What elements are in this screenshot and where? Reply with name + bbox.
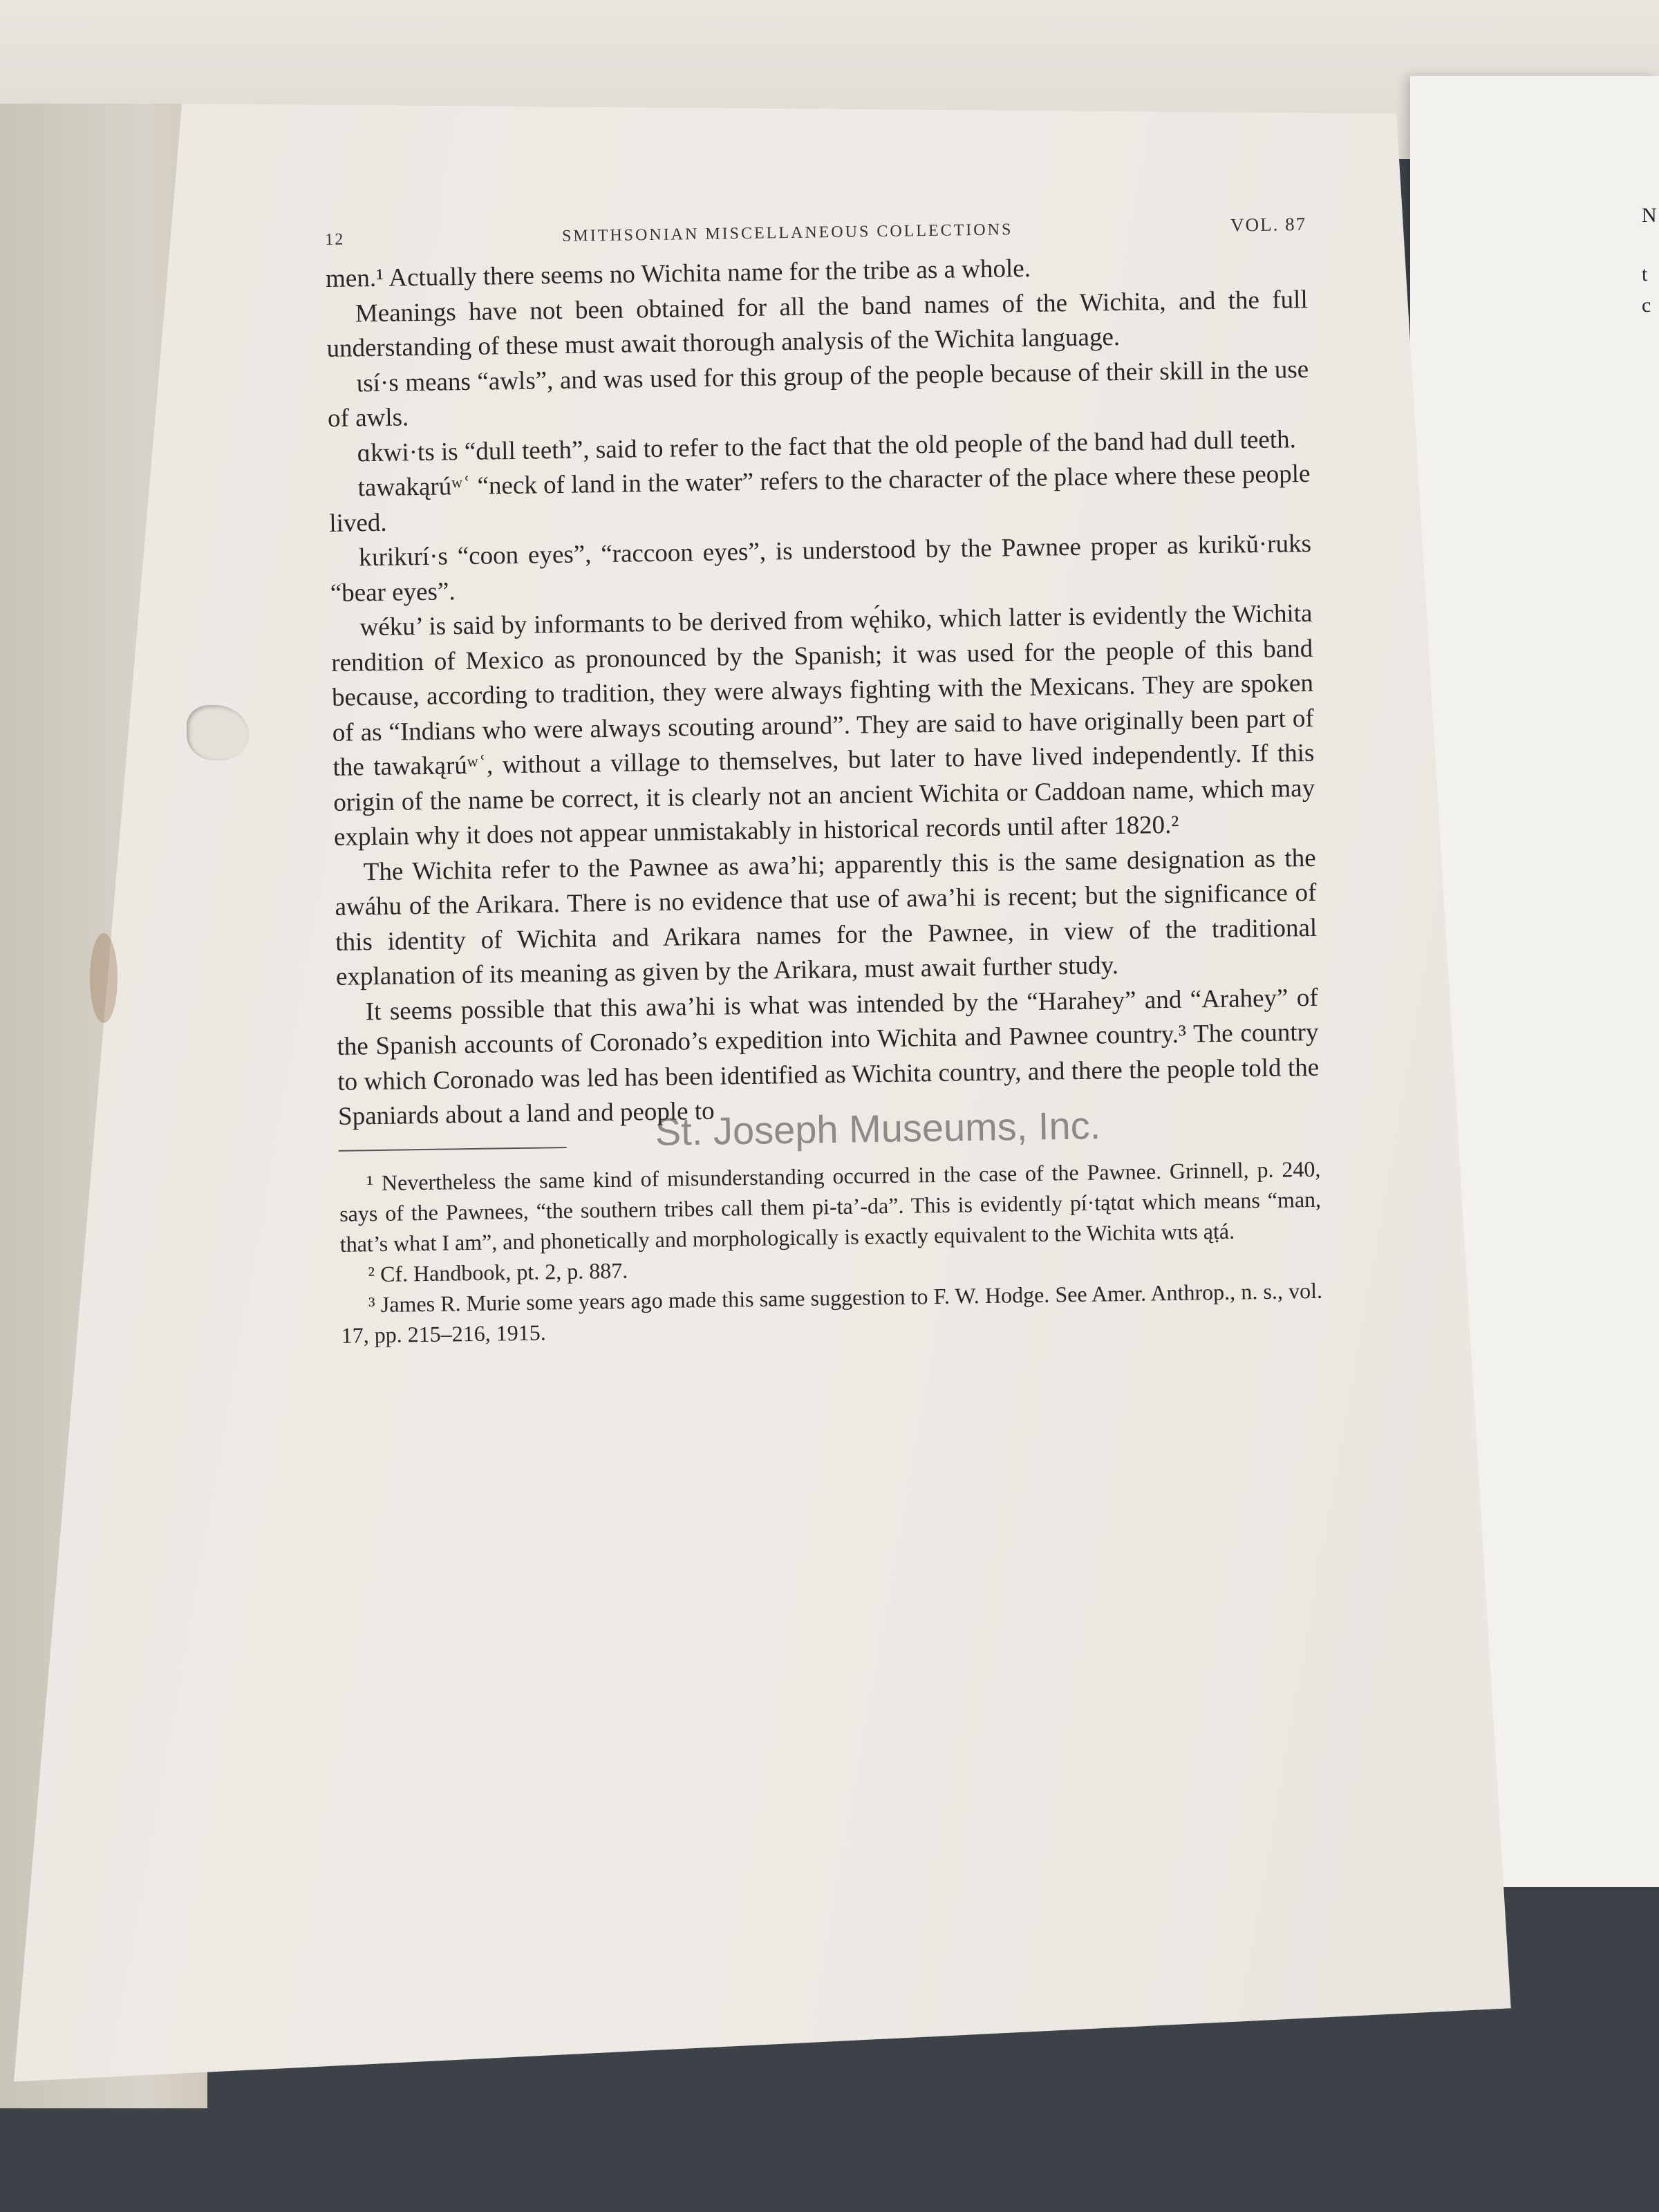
footnotes xyxy=(339,1153,1323,1350)
footnote-rule xyxy=(339,1146,567,1151)
body-text xyxy=(326,247,1320,1134)
publication-title: SMITHSONIAN MISCELLANEOUS COLLECTIONS xyxy=(561,221,1013,245)
volume-label: VOL. 87 xyxy=(1230,213,1307,236)
page-number: 12 xyxy=(325,230,345,249)
paragraph: ɑkwi·ts is “dull teeth”, said to refer to the fact that the old people of the band had dull teeth. xyxy=(357,424,1297,467)
paragraph: Meanings have not been obtained for all the band names of the Wichita, and the full understanding of these must await thorough analysis of the Wichita language. xyxy=(326,285,1308,363)
paragraph: The Wichita refer to the Pawnee as awa’hi; apparently this is the same designation as the awáhu of the Arikara. There is no evidence that use of awa’hi is recent; but the significance of this identity of Wichita and Arikara names for the Pawnee, in view of the traditional explanation of its meaning as given by the Arikara, must await further study. xyxy=(335,843,1318,991)
adjacent-page-fragment: N xyxy=(1642,204,1657,227)
adjacent-page-fragment: c xyxy=(1642,294,1651,317)
adjacent-page-fragment: t xyxy=(1642,263,1648,285)
paragraph: ɩsí·s means “awls”, and was used for this group of the people because of their skill in the use of awls. xyxy=(327,355,1309,433)
paragraph: tawakąrúʷʿ “neck of land in the water” refers to the character of the place where these people lived. xyxy=(329,459,1311,538)
watermark: St. Joseph Museums, Inc. xyxy=(655,1103,1101,1154)
page-stain xyxy=(90,933,118,1023)
paragraph: wéku’ is said by informants to be derived from wę́hiko, which latter is evidently the Wichita rendition of Mexico as pronounced by the Spanish; it was used for the people of this band because, according to tradition, they were always fighting with the Mexicans. They are spoken of as “Indians who were always scouting around”. They are said to have originally been part of the tawakąrúʷʿ, without a village to themselves, but later to have lived independently. If this origin of the name be correct, it is clearly not an ancient Wichita or Caddoan name, which may explain why it does not appear unmistakably in historical records until after 1820.² xyxy=(331,599,1315,852)
paragraph: It seems possible that this awa’hi is what was intended by the “Harahey” and “Arahey” of the Spanish accounts of Coronado’s expedition into Wichita and Pawnee country.³ The country to which Coronado was led has been identified as Wichita country, and there the people told the Spaniards about a land and people to xyxy=(337,983,1320,1131)
footnote: ² Cf. Handbook, pt. 2, p. 887. xyxy=(368,1257,628,1286)
footnote: ³ James R. Murie some years ago made this same suggestion to F. W. Hodge. See Amer. Anthrop., n. s., vol. 17, pp. 215–216, 1915. xyxy=(341,1277,1323,1348)
paragraph: kɩrikɩrí·s “coon eyes”, “raccoon eyes”, is understood by the Pawnee proper as kɩrikŭ·ruks “bear eyes”. xyxy=(330,529,1312,608)
paragraph: men.¹ Actually there seems no Wichita name for the tribe as a whole. xyxy=(325,254,1031,293)
footnote: ¹ Nevertheless the same kind of misunderstanding occurred in the case of the Pawnee. Grinnell, p. 240, says of the Pawnees, “the southern tribes call them pi-ta’-da”. This is evidently pí·tątɑt which means “man, that’s what I am”, and phonetically and morphologically is exactly equivalent to the Wichita wɩts ąṭá. xyxy=(339,1156,1322,1257)
page-content xyxy=(325,214,1323,1350)
